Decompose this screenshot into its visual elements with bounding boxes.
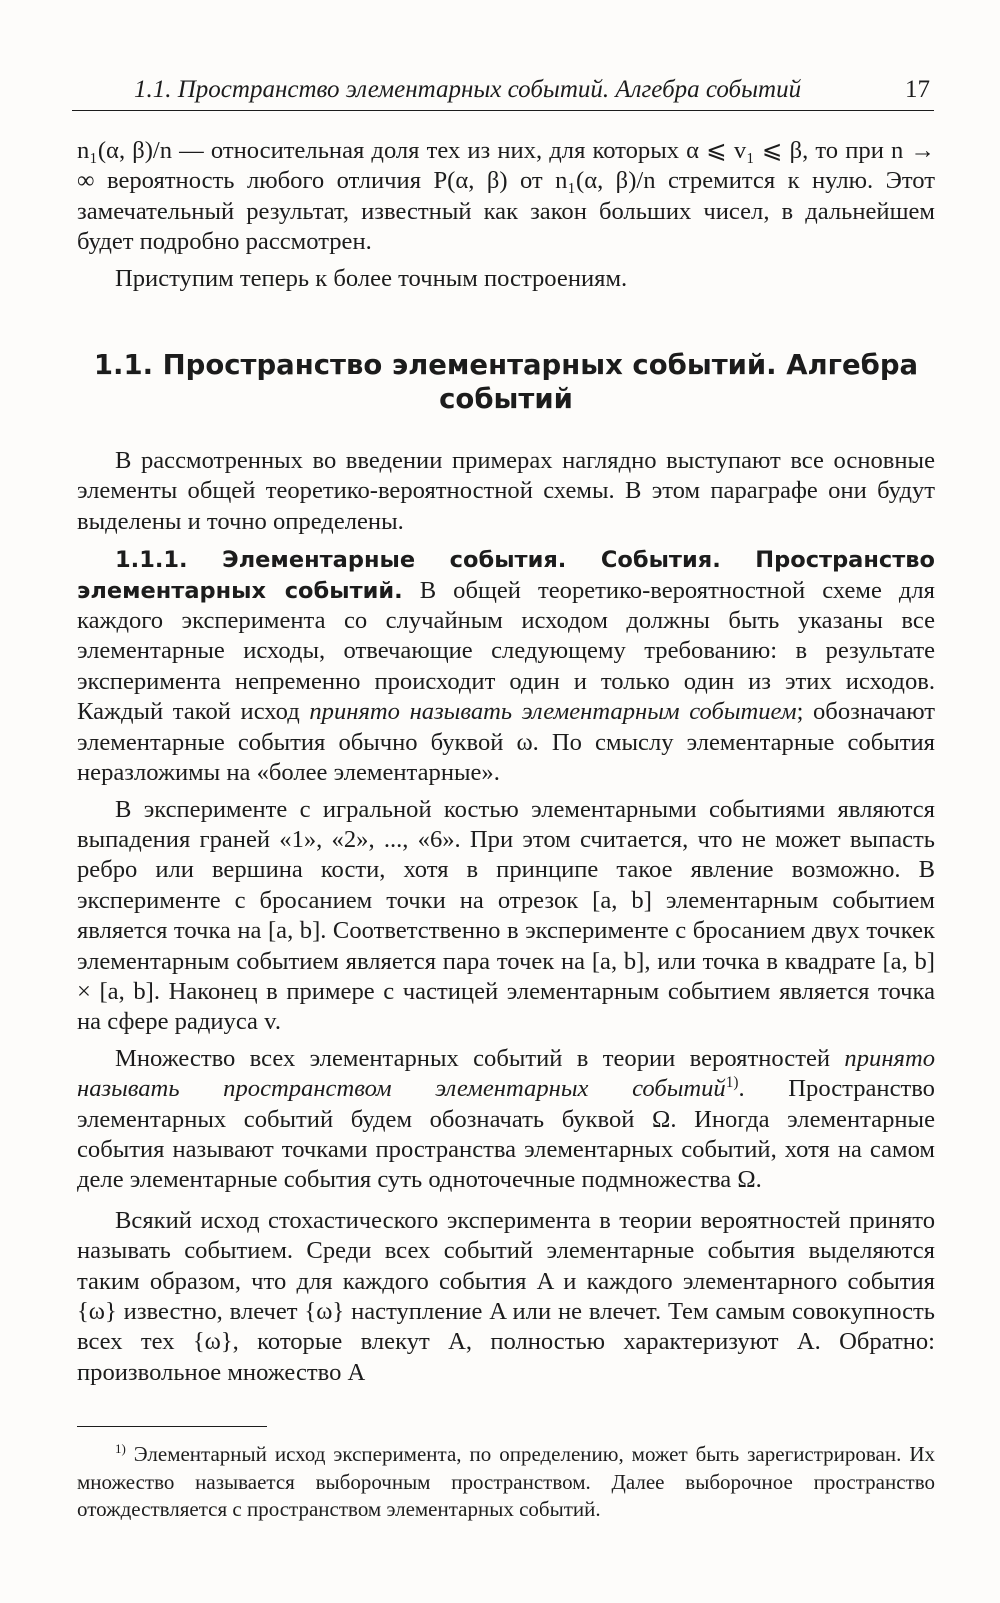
paragraph-event: Всякий исход стохастического эксперимента в теории вероятностей принято называть событием. Среди всех событий элементарные события выделяются таким образом, что для каждого события A и каждого элементарного события {ω} известно, влечет {ω} наступление A или не влечет. Тем самым совокупность всех тех {ω}, которые влекут A, полностью характеризуют A. Обратно: произвольное множество A xyxy=(77,1206,935,1386)
footnote-marker: 1) xyxy=(725,1073,739,1091)
emphasis-sample-space: принято называть пространством элементарных событий xyxy=(77,1044,936,1103)
paragraph-section-intro: В рассмотренных во введении примерах наглядно выступают все основные элементы общей теоретико-вероятностной схемы. В этом параграфе они будут выделены и точно определены. xyxy=(77,447,935,535)
emphasis-elementary-event: принято называть элементарным событием xyxy=(309,698,797,726)
page-number: 17 xyxy=(905,76,930,103)
page-body xyxy=(77,136,935,1524)
subsection-title: 1.1.1. Элементарные события. События. Пространство элементарных событий. xyxy=(77,547,935,604)
footnote-text: Элементарный исход эксперимента, по определению, может быть зарегистрирован. Их множество называется выборочным пространством. Далее выборочное пространство отождествляется с пространством элементарных событий. xyxy=(77,1442,935,1522)
subsection-text-b: ; обозначают элементарные события обычно буквой ω. По смыслу элементарные события неразложимы на «более элементарные». xyxy=(77,698,936,787)
paragraph-sample-space xyxy=(77,1044,935,1196)
paragraph-dice-example: В эксперименте с игральной костью элементарными событиями являются выпадения граней «1», «2», ..., «6». При этом считается, что не может выпасть ребро или вершина кости, хотя в принципе такое явление возможно. В эксперименте с бросанием точки на отрезок [a, b] элементарным событием является точка на [a, b]. Соответственно в эксперименте с бросанием двух точкек элементарным событием является пара точек на [a, b], или точка в квадрате [a, b] × [a, b]. Наконец в примере с частицей элементарным событием является точка на сфере радиуса v. xyxy=(77,795,935,1036)
paragraph-intro-1: n₁(α, β)/n — относительная доля тех из них, для которых α ⩽ v₁ ⩽ β, то при n → ∞ вероятность любого отличия P(α, β) от n₁(α, β)/n стремится к нулю. Этот замечательный результат, известный как закон больших чисел, в дальнейшем будет подробно рассмотрен. xyxy=(77,137,935,256)
running-header xyxy=(72,76,934,111)
footnote xyxy=(77,1441,935,1524)
section-title: 1.1. Пространство элементарных событий. Алгебра событий xyxy=(93,349,919,416)
paragraph-intro-2: Приступим теперь к более точным построениям. xyxy=(115,264,628,292)
footnote-rule xyxy=(77,1426,267,1427)
paragraph-subsection-1 xyxy=(77,545,935,788)
running-title: 1.1. Пространство элементарных событий. Алгебра событий xyxy=(134,76,802,103)
footnote-number: 1) xyxy=(115,1441,126,1457)
sample-space-text-a: Множество всех элементарных событий в теории вероятностей xyxy=(115,1044,831,1072)
sample-space-text-b: . Пространство элементарных событий будем обозначать буквой Ω. Иногда элементарные события называют точками пространства элементарных событий, хотя на самом деле элементарные события суть одноточечные подмножества Ω. xyxy=(77,1075,935,1194)
subsection-text-a: В общей теоретико-вероятностной схеме для каждого эксперимента со случайным исходом должны быть указаны все элементарные исходы, отвечающие следующему требованию: в результате эксперимента непременно происходит один и только один из этих исходов. Каждый такой исход xyxy=(77,576,935,726)
